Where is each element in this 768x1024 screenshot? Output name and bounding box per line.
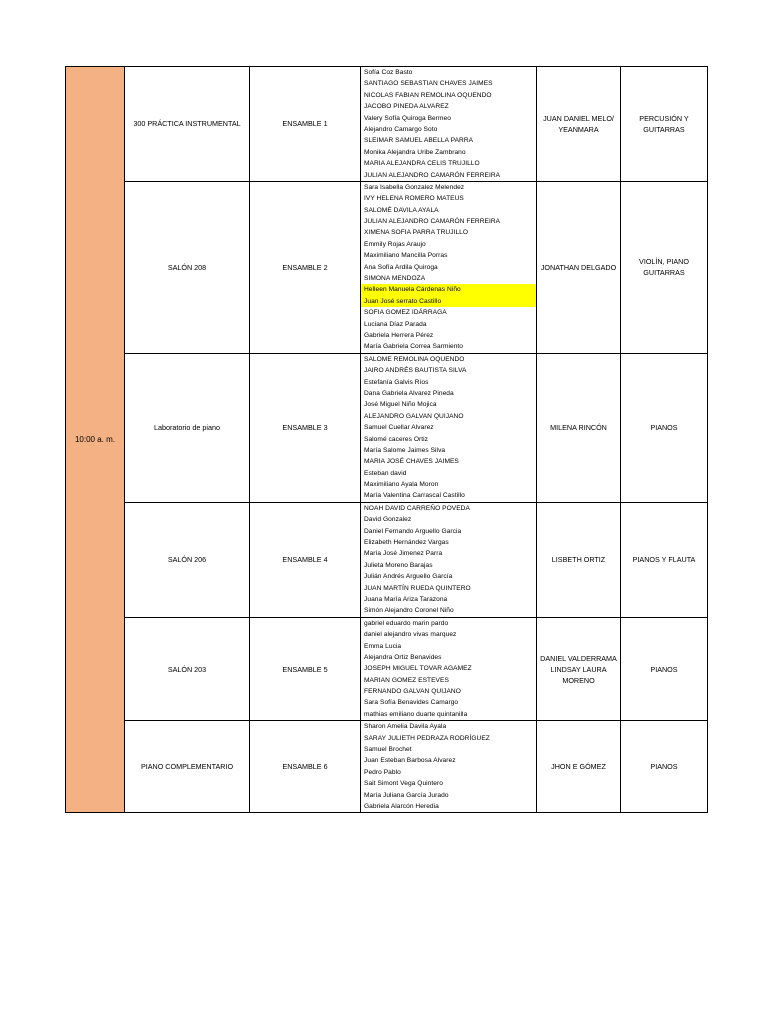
ensemble-cell: ENSAMBLE 6 <box>250 721 361 813</box>
student-name: FERNANDO GALVAN QUIJANO <box>364 688 461 696</box>
student-name: María Gabriela Correa Sarmiento <box>364 343 464 351</box>
student-name: SANTIAGO SEBASTIAN CHAVES JAIMES <box>364 80 493 88</box>
student-name: Dana Gabriela Alvarez Pineda <box>364 389 454 397</box>
student-name: Alejandro Camargo Soto <box>364 125 438 133</box>
student-name: NOAH DAVID CARREÑO POVEDA <box>364 504 470 512</box>
student-name: MARIA JOSÉ CHAVES JAIMES <box>364 458 459 466</box>
room-cell: SALÓN 206 <box>125 502 250 617</box>
ensemble-row <box>66 617 708 721</box>
ensemble-cell: ENSAMBLE 4 <box>250 502 361 617</box>
instruments-cell: PIANOS <box>621 721 708 813</box>
student-name: Sara Isabella Gonzalez Melendez <box>364 183 465 191</box>
student-name: SIMONA MENDOZA <box>364 275 426 283</box>
students-cell <box>361 67 537 182</box>
ensemble-cell: ENSAMBLE 2 <box>250 181 361 353</box>
ensemble-row <box>66 181 708 353</box>
students-cell <box>361 502 537 617</box>
student-name: daniel alejandro vivas marquez <box>364 631 457 639</box>
teacher-cell: JHON E GÓMEZ <box>537 721 621 813</box>
student-name: José Miguel Niño Mojica <box>364 401 437 409</box>
student-name: SOFIA GOMEZ IDÁRRAGA <box>364 309 447 317</box>
student-name: Juan José serrato Castillo <box>361 296 536 307</box>
student-name: María Juliana García Jurado <box>364 791 449 799</box>
schedule-table <box>65 66 708 813</box>
student-name: JUAN MARTÍN RUEDA QUINTERO <box>364 584 471 592</box>
student-name: IVY HELENA ROMERO MATEUS <box>364 195 464 203</box>
student-name: JOSEPH MIGUEL TOVAR AGAMEZ <box>364 665 472 673</box>
student-name: Julián Andrés Arguello García <box>364 573 453 581</box>
student-name: Gabriela Herrera Pérez <box>364 331 434 339</box>
student-name: Juana María Ariza Tarazona <box>364 595 448 603</box>
student-name: Valery Sofía Quiroga Bermeo <box>364 114 451 122</box>
student-name: Julieta Moreno Barajas <box>364 561 433 569</box>
student-name: XIMENA SOFIA PARRA TRUJILLO <box>364 229 469 237</box>
ensemble-row <box>66 502 708 617</box>
students-cell <box>361 353 537 502</box>
teacher-cell: DANIEL VALDERRAMA LINDSAY LAURA MORENO <box>537 617 621 721</box>
student-name: ALEJANDRO GALVAN QUIJANO <box>364 412 464 420</box>
student-name: SLEIMAR SAMUEL ABELLA PARRA <box>364 137 474 145</box>
student-name: JULIAN ALEJANDRO CAMARÓN FERREIRA <box>364 218 501 226</box>
student-name: SALOMÉ DAVILA AYALA <box>364 206 439 214</box>
student-name: Helleen Manuela Cárdenas Niño <box>361 284 536 295</box>
student-name: JULIAN ALEJANDRO CAMARÓN FERREIRA <box>364 171 501 179</box>
student-name: Ana Sofía Ardila Quiroga <box>364 263 438 271</box>
room-cell: PIANO COMPLEMENTARIO <box>125 721 250 813</box>
student-name: SARAY JULIETH PEDRAZA RODRÍGUEZ <box>364 734 490 742</box>
instruments-cell: PIANOS <box>621 617 708 721</box>
student-name: Emma Lucia <box>364 642 402 650</box>
teacher-cell: JONATHAN DELGADO <box>537 181 621 353</box>
student-name: Daniel Fernando Arguello Garcia <box>364 527 462 535</box>
room-cell: SALÓN 203 <box>125 617 250 721</box>
student-name: Estefanía Galvis Ríos <box>364 378 429 386</box>
room-cell: Laboratorio de piano <box>125 353 250 502</box>
students-cell <box>361 181 537 353</box>
student-name: SALOME REMOLINA OQUENDO <box>364 355 465 363</box>
student-name: Alejandra Ortiz Benavides <box>364 653 442 661</box>
student-name: Sait Simont Vega Quintero <box>364 780 443 788</box>
student-name: Sara Sofía Benavides Camargo <box>364 699 459 707</box>
ensemble-cell: ENSAMBLE 1 <box>250 67 361 182</box>
instruments-cell: PIANOS Y FLAUTA <box>621 502 708 617</box>
schedule-body <box>66 67 708 813</box>
ensemble-row <box>66 353 708 502</box>
students-cell <box>361 617 537 721</box>
student-name: María Valentina Carrascal Castillo <box>364 492 465 500</box>
instruments-cell: VIOLÍN, PIANO GUITARRAS <box>621 181 708 353</box>
student-name: MARIAN GOMEZ ESTEVES <box>364 676 449 684</box>
teacher-cell: MILENA RINCÓN <box>537 353 621 502</box>
student-name: gabriel eduardo marin pardo <box>364 619 449 627</box>
room-cell: SALÓN 208 <box>125 181 250 353</box>
student-name: Gabriela Alarcón Heredia <box>364 803 439 810</box>
student-name: Simón Alejandro Coronel Niño <box>364 607 454 615</box>
student-name: Salomé caceres Ortiz <box>364 435 429 443</box>
student-name: María Salome Jaimes Silva <box>364 446 446 454</box>
student-name: David Gonzalez <box>364 516 412 524</box>
student-name: Sofía Coz Basto <box>364 69 413 76</box>
time-cell: 10:00 a. m. <box>66 67 125 813</box>
student-name: Pedro Pablo <box>364 768 401 776</box>
student-name: María José Jimenez Parra <box>364 550 443 558</box>
instruments-cell: PIANOS <box>621 353 708 502</box>
student-name: Samuel Brochet <box>364 746 412 754</box>
student-name: JACOBO PINEDA ALVAREZ <box>364 103 449 111</box>
student-name: MARIA ALEJANDRA CELIS TRUJILLO <box>364 160 480 168</box>
room-cell: 300 PRÁCTICA INSTRUMENTAL <box>125 67 250 182</box>
student-name: Elizabeth Hernández Vargas <box>364 539 449 547</box>
student-name: NICOLAS FABIAN REMOLINA OQUENDO <box>364 91 492 99</box>
students-cell <box>361 721 537 813</box>
student-name: Maximiliano Ayala Moron <box>364 481 439 489</box>
student-name: Emmily Rojas Araujo <box>364 240 426 248</box>
student-name: JAIRO ANDRÉS BAUTISTA SILVA <box>364 367 467 375</box>
student-name: Esteban david <box>364 469 407 477</box>
student-name: Sharon Amelia Davila Ayala <box>364 723 447 731</box>
student-name: Samuel Cuellar Alvarez <box>364 424 434 432</box>
student-name: mathias emiliano duarte quintanilla <box>364 710 468 718</box>
student-name: Luciana Díaz Parada <box>364 320 427 328</box>
ensemble-row <box>66 67 708 182</box>
student-name: Juan Esteban Barbosa Alvarez <box>364 757 456 765</box>
teacher-cell: JUAN DANIEL MELO/ YEANMARA <box>537 67 621 182</box>
ensemble-cell: ENSAMBLE 5 <box>250 617 361 721</box>
student-name: Monika Alejandra Uribe Zambrano <box>364 148 466 156</box>
ensemble-row <box>66 721 708 813</box>
instruments-cell: PERCUSIÓN Y GUITARRAS <box>621 67 708 182</box>
teacher-cell: LISBETH ORTIZ <box>537 502 621 617</box>
student-name: Maximiliano Mancilla Porras <box>364 252 448 260</box>
ensemble-cell: ENSAMBLE 3 <box>250 353 361 502</box>
